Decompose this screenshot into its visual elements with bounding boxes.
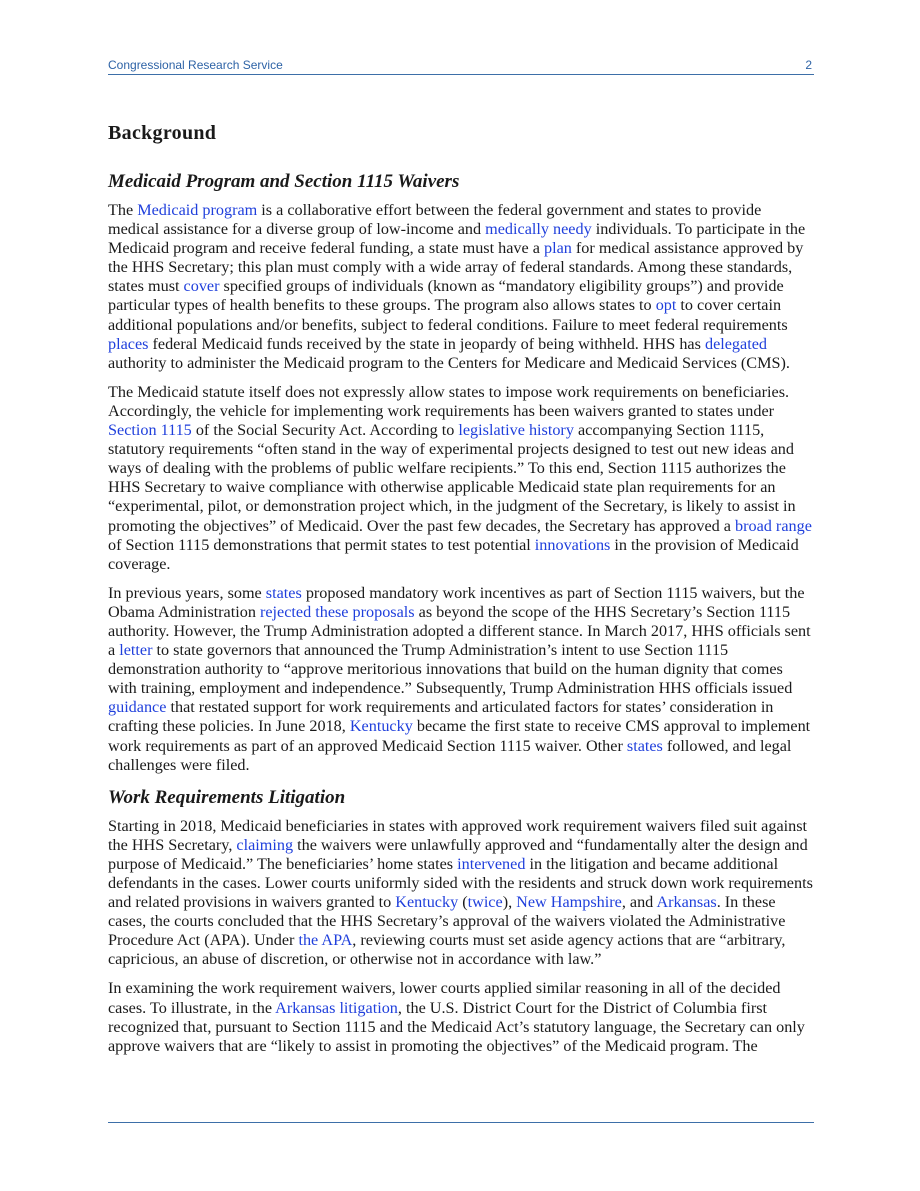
text-run: . In these cases, the courts concluded that the HHS Secretary’s approval of the waivers violated the Administrative Procedure Act (APA). Under bbox=[108, 893, 786, 950]
text-run: ( bbox=[458, 893, 468, 912]
header-org-name: Congressional Research Service bbox=[108, 58, 283, 72]
text-run: that restated support for work requirements and articulated factors for states’ consideration in crafting these policies. In June 2018, bbox=[108, 698, 774, 736]
paragraph-work-incentives bbox=[108, 584, 814, 775]
text-run: individuals. To participate in the Medicaid program and receive federal funding, a state must have a bbox=[108, 220, 806, 258]
link-medicaid-program[interactable]: Medicaid program bbox=[137, 201, 258, 219]
text-run: , and bbox=[621, 893, 657, 912]
link-innovations[interactable]: innovations bbox=[534, 535, 611, 554]
link-kentucky[interactable]: Kentucky bbox=[349, 717, 413, 736]
link-intervened[interactable]: intervened bbox=[457, 854, 526, 873]
link-kentucky-case[interactable]: Kentucky bbox=[395, 893, 459, 912]
paragraph-section-1115 bbox=[108, 383, 814, 574]
text-run: , the U.S. District Court for the District of Columbia first recognized that, pursuant to Section 1115 and the Medicaid Act’s statutory language, the Secretary can only approve waivers that are “likely to assist in promoting the objectives” of the Medicaid program. The bbox=[108, 998, 805, 1055]
link-opt[interactable]: opt bbox=[655, 296, 677, 315]
text-run: followed, and legal challenges were filed. bbox=[108, 736, 792, 774]
link-states-followed[interactable]: states bbox=[626, 736, 663, 755]
link-section-1115[interactable]: Section 1115 bbox=[108, 421, 192, 440]
text-run: the waivers were unlawfully approved and “fundamentally alter the design and purpose of Medicaid.” The beneficiaries’ home states bbox=[108, 835, 808, 873]
text-run: In examining the work requirement waivers, lower courts applied similar reasoning in all of the decided cases. To illustrate, in the bbox=[108, 979, 781, 1017]
link-twice[interactable]: twice bbox=[467, 893, 503, 912]
text-run: In previous years, some bbox=[108, 583, 266, 602]
link-states[interactable]: states bbox=[265, 583, 302, 602]
link-arkansas[interactable]: Arkansas bbox=[656, 893, 717, 912]
link-broad-range[interactable]: broad range bbox=[735, 516, 812, 535]
paragraph-arkansas-reasoning bbox=[108, 979, 814, 1055]
text-run: ), bbox=[502, 893, 517, 912]
text-run: to cover certain additional populations and/or benefits, subject to federal conditions. Failure to meet federal requirements bbox=[108, 296, 788, 334]
link-letter[interactable]: letter bbox=[119, 641, 153, 660]
text-run: , reviewing courts must set aside agency actions that are “arbitrary, capricious, an abuse of discretion, or otherwise not in accordance with law.” bbox=[108, 931, 786, 969]
text-run: in the provision of Medicaid coverage. bbox=[108, 535, 799, 573]
link-new-hampshire[interactable]: New Hampshire bbox=[516, 893, 622, 912]
link-cover[interactable]: cover bbox=[183, 277, 220, 296]
text-run: of Section 1115 demonstrations that permit states to test potential bbox=[108, 535, 535, 554]
text-run: as beyond the scope of the HHS Secretary’s Section 1115 authority. However, the Trump Administration adopted a different stance. In March 2017, HHS officials sent a bbox=[108, 602, 811, 660]
subsection-heading-medicaid-waivers: Medicaid Program and Section 1115 Waivers bbox=[108, 171, 460, 192]
text-run: proposed mandatory work incentives as part of Section 1115 waivers, but the Obama Administration bbox=[108, 583, 805, 621]
link-rejected-proposals[interactable]: rejected these proposals bbox=[259, 602, 415, 621]
link-guidance[interactable]: guidance bbox=[108, 698, 167, 717]
subsection-heading-litigation: Work Requirements Litigation bbox=[108, 786, 346, 808]
text-run: for medical assistance approved by the HHS Secretary; this plan must comply with a wide array of federal standards. Among these standards, states must bbox=[108, 239, 804, 296]
link-plan[interactable]: plan bbox=[543, 239, 572, 258]
document-body bbox=[108, 118, 814, 1066]
paragraph-medicaid-program bbox=[108, 201, 814, 373]
text-run: became the first state to receive CMS approval to implement work requirements as part of an approved Medicaid Section 1115 waiver. Other bbox=[108, 717, 811, 755]
text-run: to state governors that announced the Trump Administration’s intent to use Section 1115 demonstration authority to “approve meritorious innovations that build on the human dignity that comes with training, employment and independence.” Subsequently, Trump Administration HHS officials issued bbox=[108, 641, 793, 698]
link-medically-needy[interactable]: medically needy bbox=[485, 220, 592, 239]
page-number: 2 bbox=[805, 58, 812, 72]
text-run: specified groups of individuals (known as “mandatory eligibility groups”) and provide particular types of health benefits to these groups. The program also allows states to bbox=[108, 277, 784, 315]
running-header bbox=[108, 56, 814, 75]
paragraph-litigation bbox=[108, 817, 814, 970]
text-run: of the Social Security Act. According to bbox=[191, 421, 459, 440]
link-the-apa[interactable]: the APA bbox=[298, 931, 353, 950]
link-claiming[interactable]: claiming bbox=[236, 835, 294, 854]
text-run: The bbox=[108, 201, 138, 219]
footer-divider bbox=[108, 1122, 814, 1123]
link-arkansas-litigation[interactable]: Arkansas litigation bbox=[275, 998, 398, 1017]
section-title-background: Background bbox=[108, 122, 217, 144]
text-run: The Medicaid statute itself does not expressly allow states to impose work requirements on beneficiaries. Accordingly, the vehicle for implementing work requirements has been waivers granted to states under bbox=[108, 382, 790, 420]
text-run: Starting in 2018, Medicaid beneficiaries in states with approved work requirement waivers filed suit against the HHS Secretary, bbox=[108, 816, 808, 854]
text-run: federal Medicaid funds received by the state in jeopardy of being withheld. HHS has bbox=[148, 334, 705, 353]
text-run: in the litigation and became additional defendants in the cases. Lower courts uniformly sided with the residents and struck down work requirements and related provisions in waivers granted to bbox=[108, 854, 813, 912]
text-run: is a collaborative effort between the federal government and states to provide medical assistance for a diverse group of low-income and bbox=[108, 201, 762, 239]
link-legislative-history[interactable]: legislative history bbox=[458, 421, 574, 440]
link-places[interactable]: places bbox=[108, 334, 149, 353]
text-run: authority to administer the Medicaid program to the Centers for Medicare and Medicaid Services (CMS). bbox=[108, 353, 790, 372]
link-delegated[interactable]: delegated bbox=[704, 334, 767, 353]
text-run: accompanying Section 1115, statutory requirements “often stand in the way of experimental projects designed to test out new ideas and ways of dealing with the problems of public welfare recipients.” To this end, Section 1115 authorizes the HHS Secretary to waive compliance with otherwise applicable Medicaid state plan requirements for an “experimental, pilot, or demonstration project which, in the judgment of the Secretary, is likely to assist in promoting the objectives” of Medicaid. Over the past few decades, the Secretary has approved a bbox=[108, 421, 796, 535]
